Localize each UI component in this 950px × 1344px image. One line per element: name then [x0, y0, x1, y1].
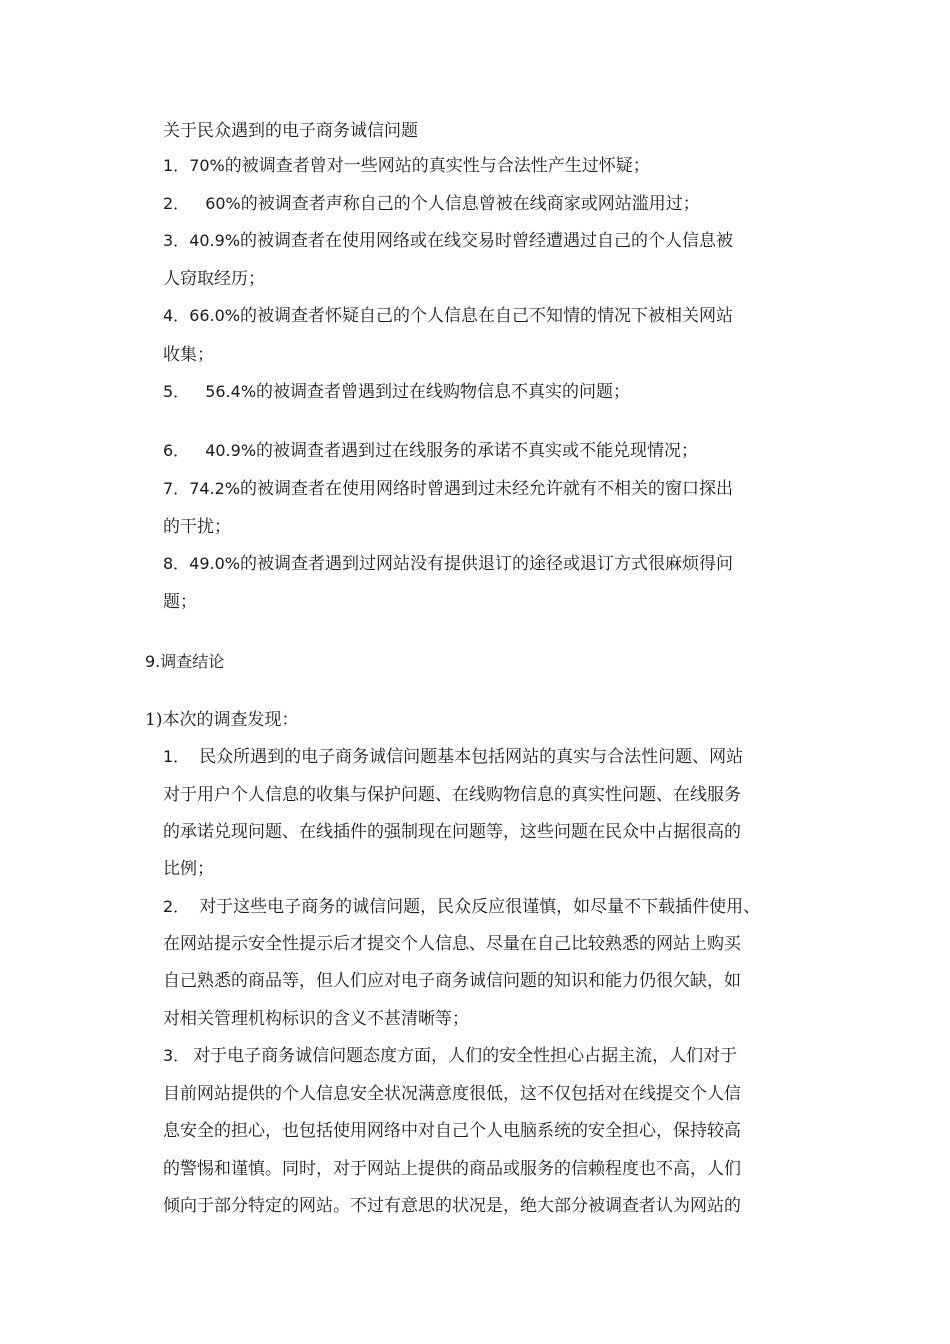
finding-text: 的被调查者怀疑自己的个人信息在自己不知情的情况下被相关网站	[240, 306, 734, 326]
conclusion-text: 对于这些电子商务的诚信问题，民众反应很谨慎，如尽量不下载插件使用、	[199, 897, 761, 917]
finding-7	[163, 478, 733, 500]
finding-8-continued: 题；	[163, 592, 197, 612]
finding-percent: 40.9%	[205, 441, 257, 460]
conclusion-number: 3．	[163, 1046, 190, 1065]
finding-text: 的被调查者曾对一些网站的真实性与合法性产生过怀疑；	[224, 156, 650, 176]
finding-text: 的被调查者遇到过在线服务的承诺不真实或不能兑现情况；	[256, 441, 699, 461]
finding-3	[163, 230, 733, 252]
conclusion-2-line-3: 自己熟悉的商品等，但人们应对电子商务诚信问题的知识和能力仍很欠缺，如	[163, 971, 741, 991]
finding-2	[163, 193, 700, 215]
finding-1	[163, 155, 650, 177]
conclusion-3-line-5: 倾向于部分特定的网站。不过有意思的状况是，绝大部分被调查者认为网站的	[163, 1196, 741, 1216]
finding-number: 5．	[163, 382, 190, 401]
sub-heading: 1)本次的调查发现：	[145, 710, 299, 730]
conclusion-2	[163, 896, 760, 918]
finding-7-continued: 的干扰；	[163, 517, 231, 537]
conclusion-1-line-3: 的承诺兑现问题、在线插件的强制现在问题等，这些问题在民众中占据很高的	[163, 822, 741, 842]
finding-percent: 49.0%	[189, 554, 241, 573]
conclusion-1	[163, 746, 743, 768]
conclusion-heading: 9.调查结论	[145, 652, 225, 671]
conclusion-number: 1．	[163, 747, 190, 766]
finding-text: 的被调查者声称自己的个人信息曾被在线商家或网站滥用过；	[240, 194, 700, 214]
conclusion-3-line-2: 目前网站提供的个人信息安全状况满意度很低，这不仅包括对在线提交个人信	[163, 1084, 741, 1104]
finding-text: 的被调查者在使用网络时曾遇到过未经允许就有不相关的窗口探出	[240, 479, 734, 499]
conclusion-1-line-4: 比例；	[163, 859, 214, 879]
finding-percent: 66.0%	[189, 306, 241, 325]
conclusion-3	[163, 1045, 737, 1067]
conclusion-number: 2．	[163, 897, 190, 916]
finding-8	[163, 553, 733, 575]
finding-3-continued: 人窃取经历；	[163, 269, 265, 289]
finding-number: 1．	[163, 156, 190, 175]
conclusion-2-line-4: 对相关管理机构标识的含义不甚清晰等；	[163, 1009, 469, 1029]
finding-4	[163, 305, 733, 327]
finding-number: 8．	[163, 554, 190, 573]
finding-percent: 56.4%	[205, 382, 257, 401]
finding-number: 7．	[163, 479, 190, 498]
conclusion-3-line-4: 的警惕和谨慎。同时，对于网站上提供的商品或服务的信赖程度也不高，人们	[163, 1159, 741, 1179]
finding-percent: 74.2%	[189, 479, 241, 498]
finding-4-continued: 收集；	[163, 345, 214, 365]
finding-percent: 40.9%	[189, 231, 241, 250]
finding-5	[163, 381, 630, 403]
conclusion-text: 对于电子商务诚信问题态度方面，人们的安全性担心占据主流，人们对于	[193, 1046, 738, 1066]
finding-text: 的被调查者遇到过网站没有提供退订的途径或退订方式很麻烦得问	[240, 554, 734, 574]
finding-text: 的被调查者在使用网络或在线交易时曾经遭遇过自己的个人信息被	[240, 231, 734, 251]
finding-text: 的被调查者曾遇到过在线购物信息不真实的问题；	[256, 382, 631, 402]
conclusion-3-line-3: 息安全的担心，也包括使用网络中对自己个人电脑系统的安全担心，保持较高	[163, 1121, 741, 1141]
finding-percent: 60%	[205, 194, 241, 213]
conclusion-text: 民众所遇到的电子商务诚信问题基本包括网站的真实与合法性问题、网站	[199, 747, 744, 767]
section-title: 关于民众遇到的电子商务诚信问题	[163, 121, 418, 141]
finding-number: 4．	[163, 306, 190, 325]
finding-number: 6．	[163, 441, 190, 460]
finding-number: 2．	[163, 194, 190, 213]
finding-percent: 70%	[189, 156, 225, 175]
conclusion-1-line-2: 对于用户个人信息的收集与保护问题、在线购物信息的真实性问题、在线服务	[163, 785, 741, 805]
conclusion-2-line-2: 在网站提示安全性提示后才提交个人信息、尽量在自己比较熟悉的网站上购买	[163, 934, 741, 954]
finding-number: 3．	[163, 231, 190, 250]
finding-6	[163, 440, 698, 462]
